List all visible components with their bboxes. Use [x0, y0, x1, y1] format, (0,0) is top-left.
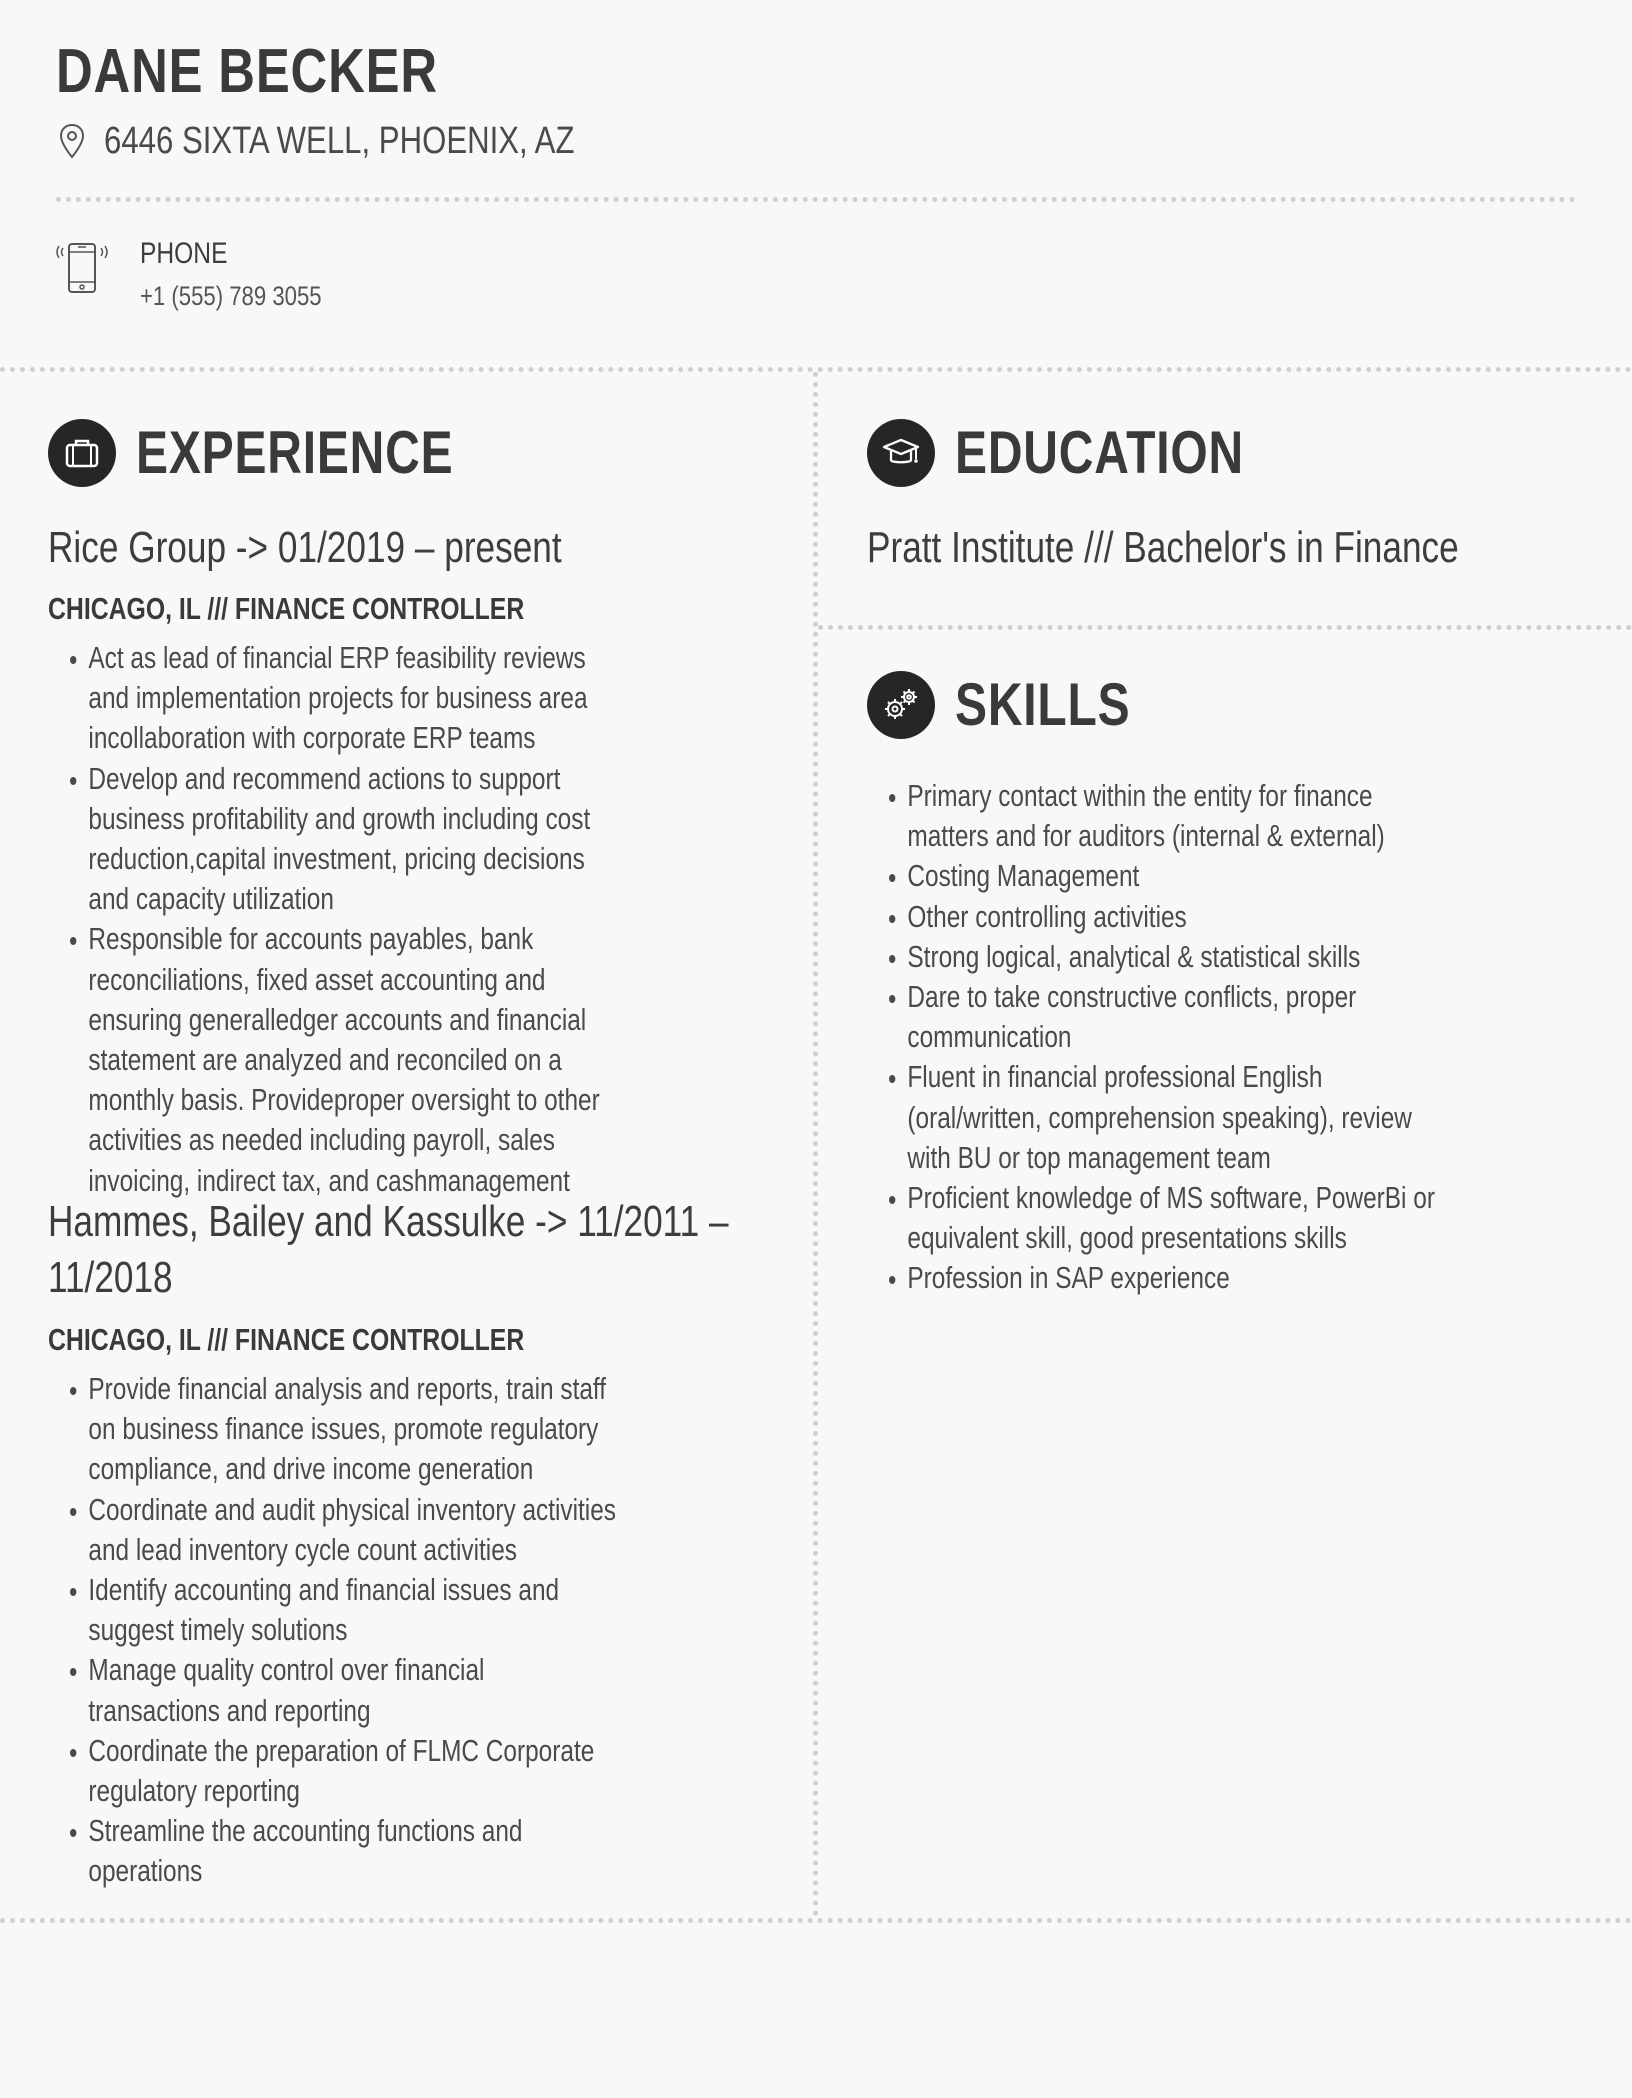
- skills-header: [867, 670, 1174, 739]
- list-item: • Other controlling activities: [907, 897, 1459, 937]
- mobile-phone-icon: [52, 236, 112, 300]
- list-item: • Coordinate and audit physical inventory activities and lead inventory cycle count activities: [88, 1490, 620, 1570]
- list-item: • Costing Management: [907, 856, 1459, 896]
- address-row: [56, 120, 678, 163]
- skills-list: [869, 776, 1459, 1299]
- graduation-cap-icon: [867, 419, 935, 487]
- address: 6446 SIXTA WELL, PHOENIX, AZ: [104, 120, 575, 162]
- phone-contact: [52, 236, 361, 316]
- phone-label: PHONE: [140, 237, 228, 270]
- list-item: • Proficient knowledge of MS software, PowerBi or equivalent skill, good presentations skills: [907, 1178, 1459, 1258]
- job-location-role: CHICAGO, IL /// FINANCE CONTROLLER: [48, 591, 525, 626]
- column-divider: [813, 372, 818, 1917]
- list-item: • Manage quality control over financial transactions and reporting: [88, 1650, 620, 1730]
- education-title: EDUCATION: [955, 419, 1244, 486]
- education-entry: Pratt Institute /// Bachelor's in Finance: [867, 523, 1459, 572]
- education-header: [867, 418, 1316, 487]
- list-item: • Develop and recommend actions to support business profitability and growth including cost reduction,capital investment, pricing decisions and capacity utilization: [88, 759, 616, 920]
- header-divider: [56, 197, 1576, 202]
- job-location-role: CHICAGO, IL /// FINANCE CONTROLLER: [48, 1322, 525, 1357]
- skills-title: SKILLS: [955, 671, 1131, 738]
- list-item: • Profession in SAP experience: [907, 1258, 1459, 1298]
- list-item: • Strong logical, analytical & statistical skills: [907, 937, 1459, 977]
- list-item: • Dare to take constructive conflicts, proper communication: [907, 977, 1459, 1057]
- job-heading: Hammes, Bailey and Kassulke -> 11/2011 – 11/2018: [48, 1197, 729, 1302]
- experience-title: EXPERIENCE: [136, 419, 454, 486]
- phone-number: +1 (555) 789 3055: [140, 281, 322, 311]
- list-item: • Provide financial analysis and reports, train staff on business finance issues, promote regulatory compliance, and drive income generation: [88, 1369, 620, 1490]
- experience-header: [48, 418, 533, 487]
- map-pin-icon: [56, 122, 88, 162]
- list-item: • Responsible for accounts payables, bank reconciliations, fixed asset accounting and ensuring generalledger accounts and financial statement are analyzed and reconciled on a monthly basis. Provideproper oversight to other activities as needed including payroll, sales invoicing, indirect tax, and cashmanagement: [88, 919, 616, 1200]
- job-heading: Rice Group -> 01/2019 – present: [48, 523, 562, 572]
- candidate-name: DANE BECKER: [56, 37, 438, 106]
- sections-bottom-divider: [0, 1918, 1632, 1923]
- education-skills-divider: [818, 625, 1632, 630]
- job-bullets: [50, 1369, 620, 1892]
- briefcase-icon: [48, 419, 116, 487]
- gears-icon: [867, 671, 935, 739]
- list-item: • Streamline the accounting functions and operations: [88, 1811, 620, 1891]
- list-item: • Primary contact within the entity for finance matters and for auditors (internal & external): [907, 776, 1459, 856]
- list-item: • Coordinate the preparation of FLMC Corporate regulatory reporting: [88, 1731, 620, 1811]
- list-item: • Fluent in financial professional English (oral/written, comprehension speaking), review with BU or top management team: [907, 1057, 1459, 1178]
- list-item: • Act as lead of financial ERP feasibility reviews and implementation projects for business area incollaboration with corporate ERP teams: [88, 638, 616, 759]
- job-bullets: [50, 638, 616, 1201]
- list-item: • Identify accounting and financial issues and suggest timely solutions: [88, 1570, 620, 1650]
